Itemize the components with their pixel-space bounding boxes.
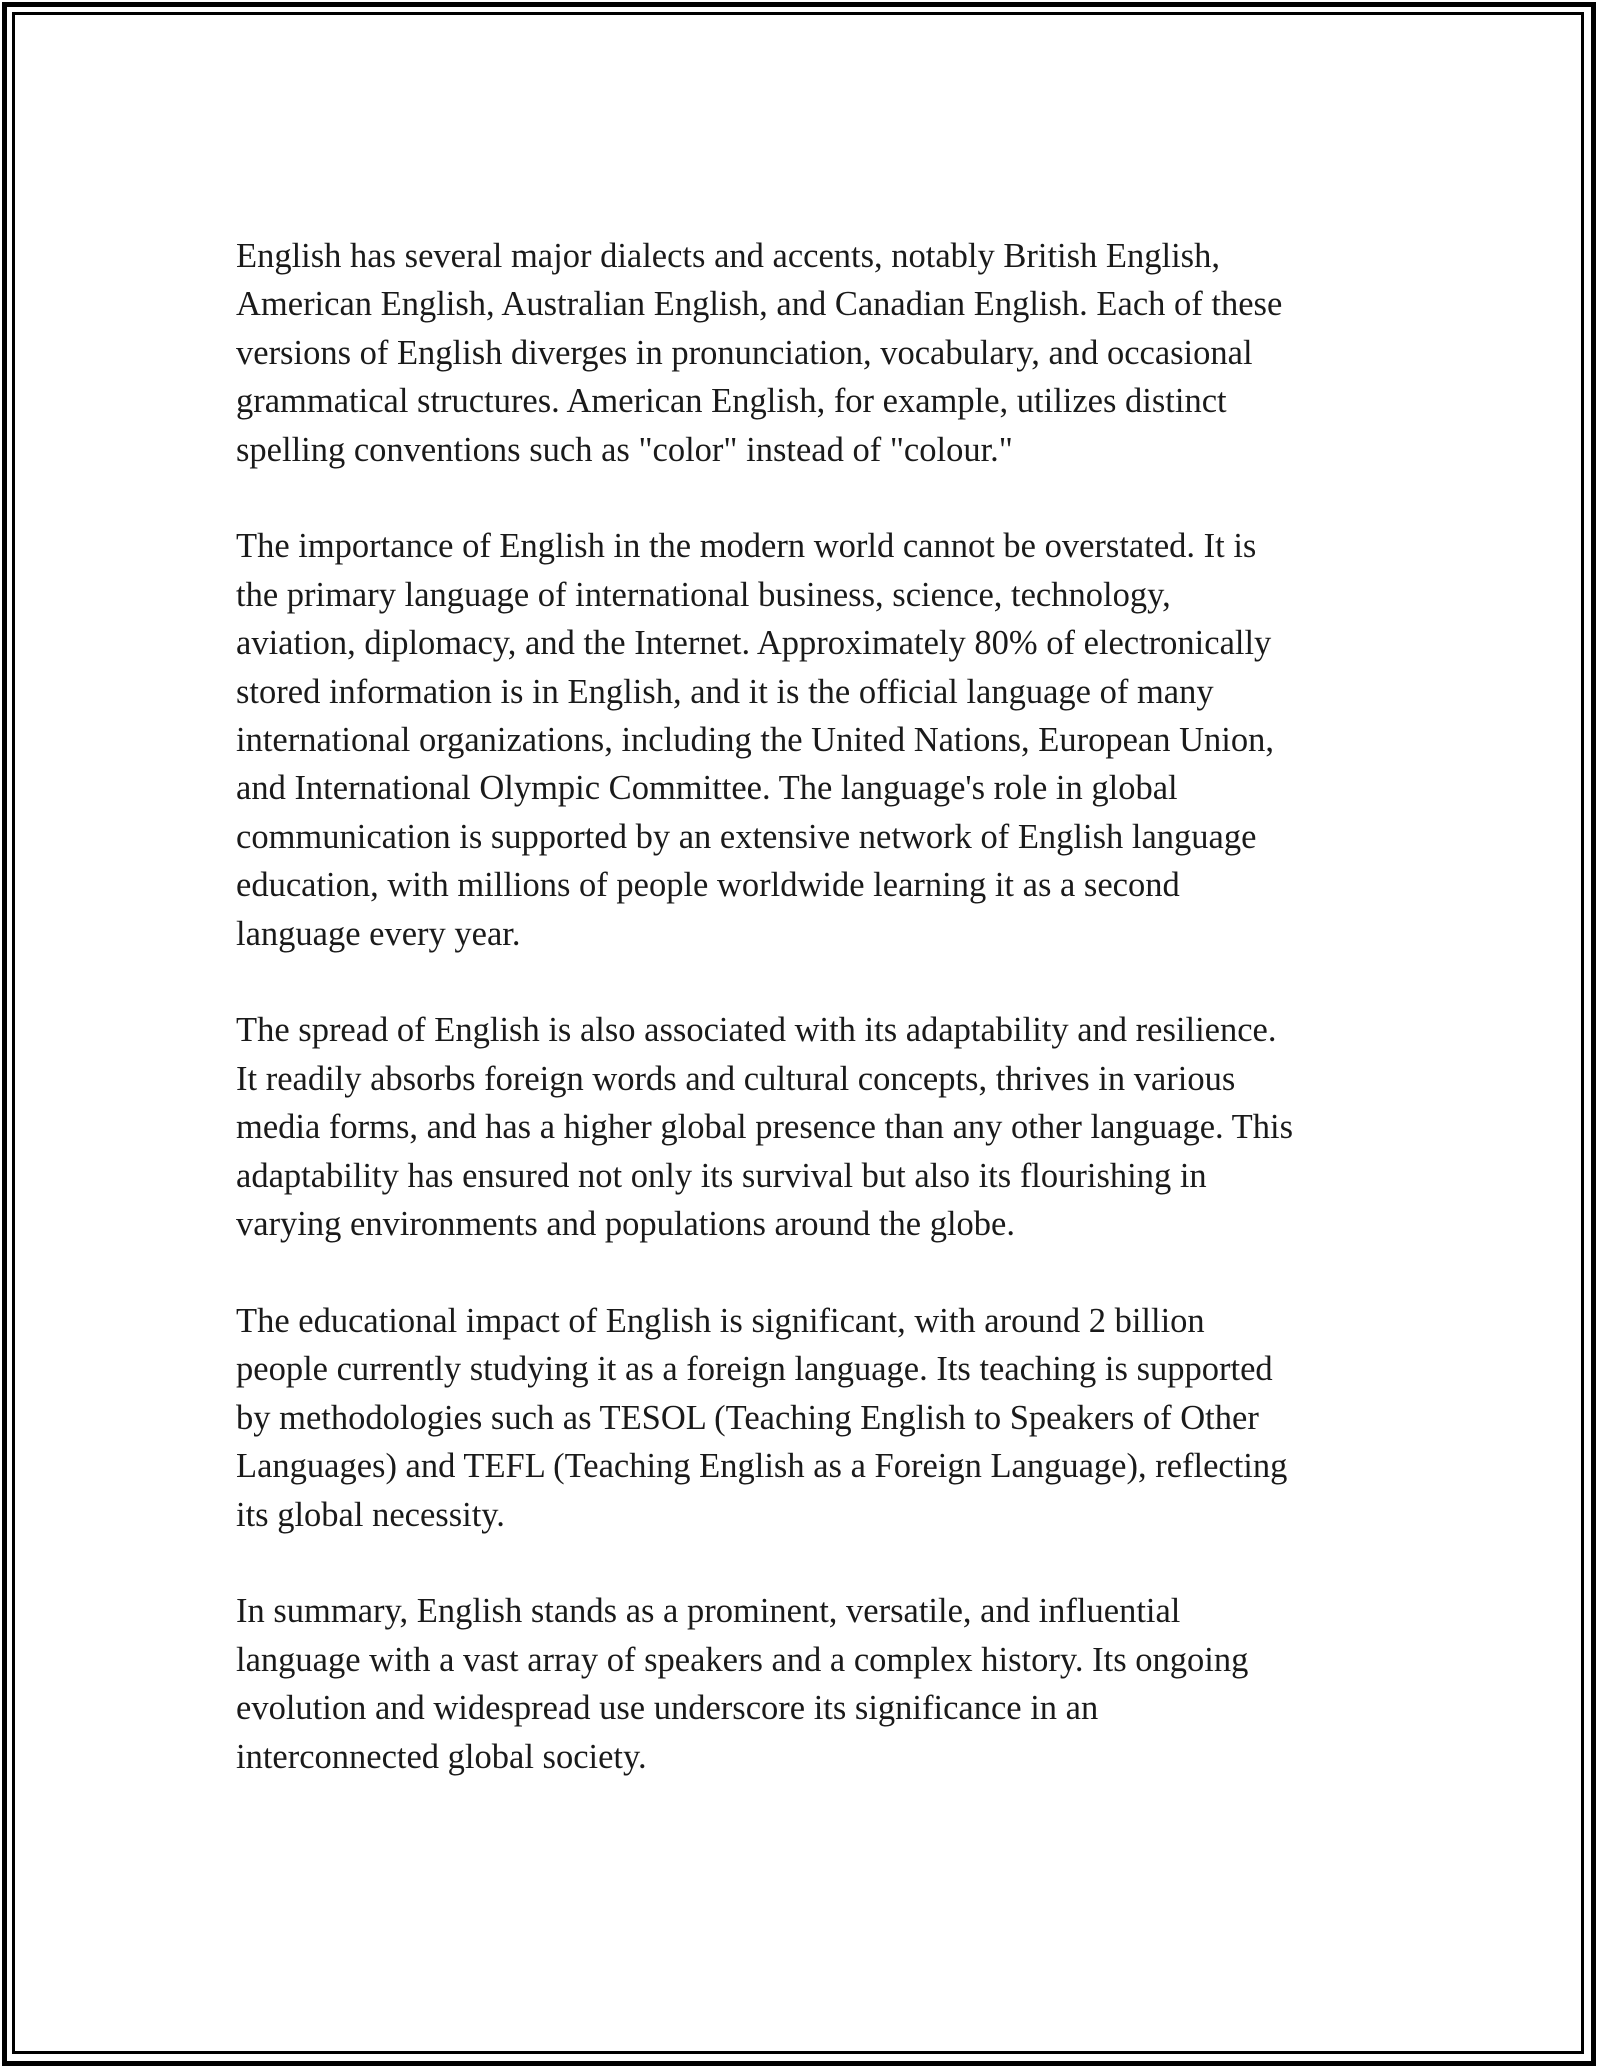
text-line: adaptability has ensured not only its survival but also its flourishing in xyxy=(236,1156,1207,1195)
text-line: The importance of English in the modern world cannot be overstated. It is xyxy=(236,527,1257,566)
text-line: The educational impact of English is significant, with around 2 billion xyxy=(236,1301,1205,1340)
paragraph-summary xyxy=(236,1587,1376,1781)
text-line: English has several major dialects and accents, notably British English, xyxy=(236,237,1220,275)
text-line: people currently studying it as a foreign language. Its teaching is supported xyxy=(236,1350,1273,1389)
text-line: language every year. xyxy=(236,914,521,953)
text-line: evolution and widespread use underscore its significance in an xyxy=(236,1689,1099,1728)
text-line: varying environments and populations around the globe. xyxy=(236,1205,1015,1244)
text-line: grammatical structures. American English, for example, utilizes distinct xyxy=(236,382,1227,421)
paragraph-dialects xyxy=(236,232,1376,474)
text-line: interconnected global society. xyxy=(236,1737,647,1776)
text-line: and International Olympic Committee. The language's role in global xyxy=(236,769,1178,808)
text-line: aviation, diplomacy, and the Internet. Approximately 80% of electronically xyxy=(236,624,1272,663)
text-line: It readily absorbs foreign words and cultural concepts, thrives in various xyxy=(236,1059,1236,1098)
text-line: by methodologies such as TESOL (Teaching English to Speakers of Other xyxy=(236,1398,1259,1437)
text-line: versions of English diverges in pronunciation, vocabulary, and occasional xyxy=(236,333,1253,372)
text-line: international organizations, including the United Nations, European Union, xyxy=(236,721,1274,760)
text-line: spelling conventions such as "color" instead of "colour." xyxy=(236,430,1013,469)
text-line: education, with millions of people worldwide learning it as a second xyxy=(236,866,1180,905)
text-line: language with a vast array of speakers and a complex history. Its ongoing xyxy=(236,1640,1249,1679)
text-line: stored information is in English, and it is the official language of many xyxy=(236,672,1214,711)
text-line: The spread of English is also associated with its adaptability and resilience. xyxy=(236,1011,1277,1050)
paragraph-spread xyxy=(236,1006,1376,1248)
paragraph-importance xyxy=(236,522,1376,958)
text-line: American English, Australian English, and Canadian English. Each of these xyxy=(236,285,1283,324)
text-line: In summary, English stands as a prominent, versatile, and influential xyxy=(236,1592,1181,1631)
text-line: Languages) and TEFL (Teaching English as a Foreign Language), reflecting xyxy=(236,1447,1288,1486)
paragraph-education xyxy=(236,1297,1376,1539)
text-line: media forms, and has a higher global presence than any other language. This xyxy=(236,1108,1294,1147)
document-body xyxy=(236,232,1376,1829)
text-line: the primary language of international business, science, technology, xyxy=(236,575,1171,614)
text-line: communication is supported by an extensive network of English language xyxy=(236,817,1257,856)
text-line: its global necessity. xyxy=(236,1495,505,1534)
